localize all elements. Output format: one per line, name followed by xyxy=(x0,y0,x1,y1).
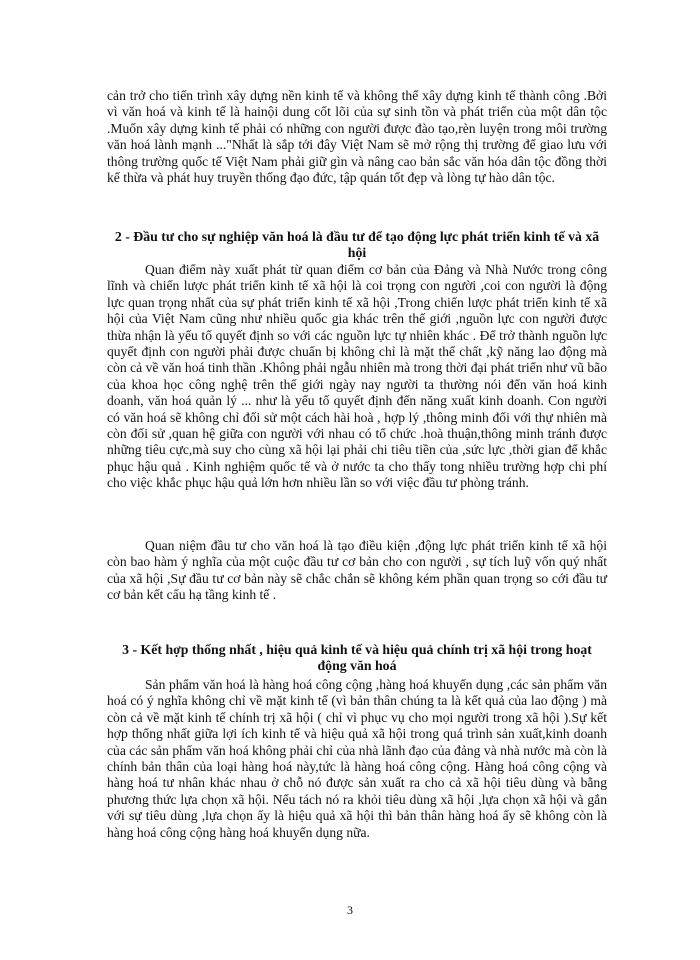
section-heading-3: 3 - Kết hợp thống nhất , hiệu quả kinh tế và hiệu quả chính trị xã hội trong hoạt động văn hoá xyxy=(122,642,592,674)
paragraph-continued: cản trở cho tiến trình xây dựng nền kinh tế và không thể xây dựng kinh tế thành công .Bởi vì văn hoá và kinh tế là hainội dung cốt lõi của sự sinh tồn và phát triển của một dân tộc .Muốn xây dựng kinh tế phải có những con người được đào tạo,rèn luyện trong môi trường văn hoá lành mạnh ..."Nhất là sắp tới đây Việt Nam sẽ mở rộng thị trường để giao lưu với thông trường quốc tế Việt Nam phải giữ gìn và nâng cao bản sắc văn hóa dân tộc đồng thời kế thừa và phát huy truyền thống đạo đức, tập quán tốt đẹp và lòng tự hào dân tộc. xyxy=(107,88,607,186)
paragraph-section-3: Sản phẩm văn hoá là hàng hoá công cộng ,hàng hoá khuyến dụng ,các sản phẩm văn hoá có ý nghĩa không chỉ về mặt kinh tế (vì bản thân chúng ta là kết quả của lao động ) mà còn cả về mặt kinh tế chính trị xã hội ( chỉ vì phục vụ cho mọi người trong xã hội ).Sự kết hợp thống nhất giữa lợi ích kinh tế và hiệu quả xã hội trong quá trình sản xuất,kinh doanh của các sản phẩm văn hoá không phải chỉ của nhà lãnh đạo của đảng và nhà nước mà còn là chính bản thân của loại hàng hoá này,tức là hàng hoá công cộng. Hàng hoá công cộng và hàng hoá tư nhân khác nhau ở chỗ nó được sản xuất ra cho cả xã hội tiêu dùng và bằng phương thức lựa chọn xã hội. Nếu tách nó ra khỏi tiêu dùng xã hội ,lựa chọn xã hội và gắn với sự tiêu dùng ,lựa chọn ấy là hiệu quả xã hội thì bản thân hàng hoá ấy sẽ không còn là hàng hoá công cộng hàng hoá khuyến dụng nữa. xyxy=(107,677,607,840)
paragraph-section-2-a: Quan điểm này xuất phát từ quan điểm cơ bản của Đảng và Nhà Nước trong công lĩnh và chiến lược phát triển kinh tế xã hội là coi trọng con người ,coi con người là động lực quan trọng nhất của sự phát triển kinh tế xã hội ,Trong chiến lược phát triển kinh tế xã hội của Việt Nam cũng như nhiều quốc gia khác trên thế giới ,nguồn lực con người được thừa nhận là yếu tố quyết định so với các nguồn lực tự nhiên khác . Để trở thành nguồn lực quyết định con người phải được chuẩn bị không chỉ là mặt thể chất ,kỹ năng lao động mà còn cả về văn hoá tinh thần .Không phải ngẫu nhiên mà trong thời đại phát triển như vũ bão của khoa học công nghệ trên thế giới ngày nay người ta thường nói đến văn hoá kinh doanh, văn hoá quản lý ... như là yếu tố quyết định đến năng xuất kinh doanh. Con người có văn hoá sẽ không chỉ đối sử một cách hài hoà , hợp lý ,thông minh đối với thự nhiên mà còn đối sử ,quan hệ giữa con người với nhau có tổ chức .hoà thuận,thông minh tránh được những tiêu cực,mà suy cho cùng xã hội lại phải chi tiêu tiền của ,sức lực ,thời gian để khắc phục hậu quả . Kinh nghiệm quốc tế và ở nước ta cho thấy tong nhiều trường hợp chi phí cho việc khắc phục hậu quả lớn hơn nhiều lần so với việc đầu tư phòng tránh. xyxy=(107,262,607,491)
paragraph-section-2-b: Quan niệm đầu tư cho văn hoá là tạo điều kiện ,động lực phát triển kinh tế xã hội còn bao hàm ý nghĩa của một cuộc đầu tư cơ bản cho con người , sự tích luỹ vốn quý nhất của xã hội ,Sự đầu tư cơ bản này sẽ chắc chắn sẽ không kém phần quan trọng so cới đầu tư cơ bản kết cấu hạ tầng kinh tế . xyxy=(107,538,607,603)
section-heading-2: 2 - Đầu tư cho sự nghiệp văn hoá là đầu tư để tạo động lực phát triển kinh tế và xã hội xyxy=(114,229,600,261)
page-number: 3 xyxy=(347,903,353,917)
